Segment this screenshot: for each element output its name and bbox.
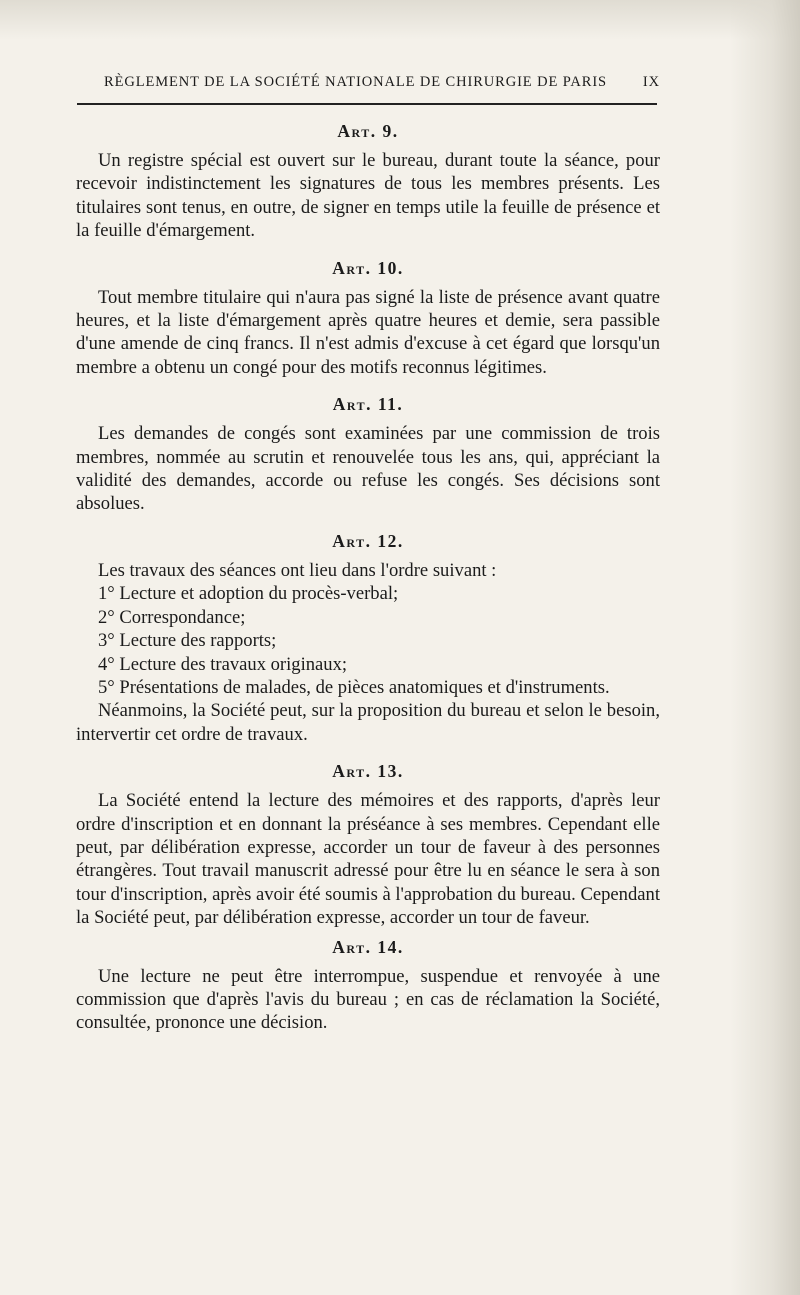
list-item: 3° Lecture des rapports; [98, 630, 277, 652]
running-header [104, 74, 660, 91]
page-edge-shading-right [730, 0, 800, 1295]
list-item: 4° Lecture des travaux originaux; [98, 653, 348, 675]
article-title: Art. 14. [332, 936, 404, 957]
article-title: Art. 9. [337, 121, 399, 141]
article-paragraph: Les travaux des séances ont lieu dans l'ordre suivant : [98, 559, 497, 581]
article-title: Art. 13. [332, 761, 404, 782]
page-body [76, 120, 660, 1035]
page-number: IX [642, 74, 660, 90]
article-paragraph: Un registre spécial est ouvert sur le bureau, durant toute la séance, pour recevoir indistinctement les signatures de tous les membres présents. Les titulaires sont tenus, en outre, de signer en temps utile la feuille de présence et la feuille d'émargement. [76, 150, 660, 242]
article-title: Art. 12. [332, 530, 404, 551]
article-9 [76, 120, 660, 243]
article-paragraph: Néanmoins, la Société peut, sur la proposition du bureau et selon le besoin, intervertir cet ordre de travaux. [76, 700, 660, 745]
article-paragraph: Tout membre titulaire qui n'aura pas signé la liste de présence avant quatre heures, et la liste d'émargement après quatre heures et demie, sera passible d'une amende de cinq francs. Il n'est admis d'excuse à cet égard que lorsqu'un membre a obtenu un congé pour des motifs reconnus légitimes. [76, 286, 660, 378]
article-paragraph: Une lecture ne peut être interrompue, suspendue et renvoyée à une commission que d'après l'avis du bureau ; en cas de réclamation la Société, consultée, prononce une décision. [76, 965, 660, 1034]
article-title: Art. 11. [332, 394, 404, 415]
list-item: 1° Lecture et adoption du procès-verbal; [98, 583, 399, 605]
article-paragraph: La Société entend la lecture des mémoires et des rapports, d'après leur ordre d'inscription et en donnant la préséance à ses membres. Cependant elle peut, par délibération expresse, accorder un tour de faveur à des personnes étrangères. Tout travail manuscrit adressé pour être lu en séance le sera à son tour d'inscription, après avoir été soumis à l'approbation du bureau. Cependant la Société peut, par délibération expresse, accorder un tour de faveur. [76, 790, 660, 929]
article-title: Art. 10. [332, 257, 404, 278]
article-11 [76, 393, 660, 516]
list-item: 5° Présentations de malades, de pièces anatomiques et d'instruments. [98, 676, 610, 698]
article-paragraph: Les demandes de congés sont examinées par une commission de trois membres, nommée au scrutin et renouvelée tous les ans, qui, appréciant la validité des demandes, accorde ou refuse les congés. Ses décisions sont absolues. [76, 423, 660, 515]
article-12 [76, 530, 660, 746]
article-13 [76, 760, 660, 929]
header-rule [77, 103, 657, 105]
article-10 [76, 257, 660, 380]
article-14 [76, 936, 660, 1035]
running-title: RÈGLEMENT DE LA SOCIÉTÉ NATIONALE DE CHIRURGIE DE PARIS [104, 74, 608, 90]
list-item: 2° Correspondance; [98, 606, 246, 628]
page-edge-shading-top [0, 0, 800, 40]
